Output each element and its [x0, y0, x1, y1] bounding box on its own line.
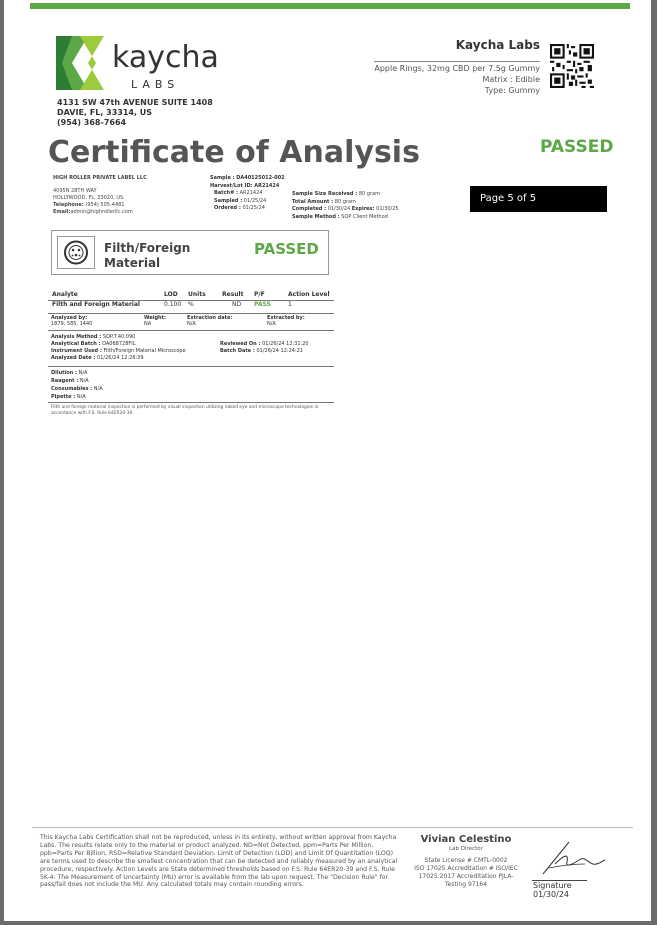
analysis-divider: [48, 330, 334, 331]
reviewed-value: 01/26/24 12:31:20: [262, 341, 309, 347]
sample-info: [210, 175, 285, 213]
analyzed-by-value: 1879, 585, 1440: [51, 321, 93, 327]
analyzed-date-value: 01/26/24 12:26:39: [97, 355, 144, 361]
kaycha-logo-mark-icon: [54, 34, 110, 92]
col-units: Units: [188, 291, 206, 298]
batch-id: AR21424: [239, 190, 263, 196]
top-accent-bar: [30, 3, 630, 9]
overall-status-badge: PASSED: [540, 137, 614, 157]
reagent-divider: [48, 366, 334, 367]
product-name: Apple Rings, 32mg CBD per 7.5g Gummy: [374, 61, 540, 74]
reviewed-label: Reviewed On :: [220, 341, 261, 347]
harvest-label: Harvest/Lot ID:: [210, 182, 253, 189]
test-status-badge: PASSED: [254, 240, 319, 258]
test-header-box: [51, 230, 329, 275]
footer-divider: [32, 827, 633, 828]
pipette-value: N/A: [76, 394, 86, 400]
accreditation-line-3: Testing 97164: [444, 881, 488, 888]
weight-label: Weight:: [144, 315, 166, 321]
completed-date: 01/30/24: [327, 206, 351, 212]
method-value: SOP.T.40.090: [102, 334, 136, 340]
pipette-label: Pipette :: [51, 394, 76, 400]
method-label: Sample Method :: [292, 213, 340, 220]
expires-label: Expires:: [351, 206, 375, 212]
sample-id: DA40125012-002: [236, 175, 285, 181]
size-label: Sample Size Received :: [292, 191, 358, 197]
col-pf: P/F: [254, 291, 265, 298]
signature-label: Signature: [533, 881, 572, 890]
product-type: Type: Gummy: [484, 86, 540, 95]
client-info: [53, 175, 147, 216]
client-street: 4095N 28TH WAY: [53, 188, 97, 194]
review-details: [220, 341, 309, 355]
col-analyte: Analyte: [52, 291, 78, 298]
lab-address: [57, 98, 213, 128]
note-divider: [48, 402, 334, 403]
instrument-label: Instrument Used :: [51, 348, 102, 354]
table-header-divider: [48, 300, 334, 301]
client-name: HIGH ROLLER PRIVATE LABEL LLC: [53, 175, 147, 181]
dilution-value: N/A: [78, 370, 88, 376]
kaycha-logo: [54, 34, 219, 94]
method-label: Analysis Method :: [51, 334, 102, 340]
disclaimer-text: This Kaycha Labs Certification shall not be reproduced, unless in its entirety, without written approval from Kaycha Labs. The results relate only to the material or product analyzed. ND=Not Detected, ppm=Parts Per Million, ppb=Parts Per Billion, RSD=Relative Standard Deviation. Limit of Detection (LOD) and Limit Of Quantitation (LOQ) are terms used to describe the smallest concentration that can be detected and reliably measured by an analytical procedure, respectively. Action Levels are State determined thresholds based on F.S. Rule 64ER20-39 and F.S. Rule 5K-4. The Measurement of Uncertainty (MU) error is available from the lab upon request. The "Decision Rule" for pass/fail does not include the MU. Any calculated totals may contain rounding errors.: [40, 834, 398, 889]
address-line-3: (954) 368-7664: [57, 118, 127, 127]
cell-pf: PASS: [254, 301, 271, 308]
lab-director-block: [406, 834, 526, 889]
qr-code-icon[interactable]: [550, 44, 594, 88]
extracted-by-value: N/A: [267, 321, 276, 327]
completed-label: Completed :: [292, 206, 327, 212]
client-email[interactable]: admin@highrollerllc.com: [70, 209, 133, 215]
cell-lod: 0.100: [164, 301, 182, 308]
weight-value: NA: [144, 321, 152, 327]
test-name-line-2: Material: [104, 256, 161, 270]
test-icon-frame: [57, 236, 95, 269]
consumables-label: Consumables :: [51, 386, 93, 392]
test-name: [104, 241, 190, 271]
cell-units: %: [188, 301, 194, 308]
reagent-value: N/A: [79, 378, 89, 384]
table-row-divider: [48, 313, 334, 314]
extraction-date-block: [187, 315, 232, 327]
method-note: Filth and foreign material inspection is performed by visual inspection utilizing naked eye and microscope technologies in accordance with F.S. Rule 64ER20-39.: [51, 405, 319, 416]
weight-block: [144, 315, 166, 327]
sampled-date: 01/25/24: [243, 197, 267, 204]
address-line-2: DAVIE, FL, 33314, US: [57, 108, 153, 117]
sample-details: [292, 191, 399, 221]
dilution-label: Dilution :: [51, 370, 77, 376]
reagent-label: Reagent :: [51, 378, 79, 384]
director-title: Lab Director: [449, 846, 483, 852]
extracted-by-label: Extracted by:: [267, 315, 305, 321]
sampled-label: Sampled :: [214, 197, 243, 204]
handwritten-signature: [529, 834, 619, 882]
product-info: [374, 61, 540, 96]
logo-wordmark: kaycha: [112, 40, 219, 75]
extraction-date-value: N/A: [187, 321, 196, 327]
product-matrix: Matrix : Edible: [482, 75, 540, 84]
client-city: HOLLYWOOD, FL, 33020, US: [53, 195, 124, 201]
batch-label: Batch# :: [214, 190, 239, 196]
cell-action-level: 1: [288, 301, 292, 308]
reagent-details: [51, 369, 103, 401]
director-name: Vivian Celestino: [420, 834, 512, 845]
total-label: Total Amount :: [292, 198, 334, 205]
size-value: 80 gram: [358, 191, 380, 197]
batch-date-value: 01/26/24 12:24:21: [256, 348, 303, 354]
ordered-date: 01/25/24: [242, 205, 265, 211]
sample-label: Sample :: [210, 175, 235, 181]
ordered-label: Ordered :: [214, 205, 241, 211]
state-license: State License # CMTL-0002: [424, 857, 508, 864]
signature-block: [533, 881, 572, 899]
harvest-id: AR21424: [254, 182, 280, 189]
batch-date-label: Batch Date :: [220, 348, 255, 354]
expires-date: 01/30/25: [376, 206, 399, 212]
accreditation-line-1: ISO 17025 Accreditation # ISO/IEC: [414, 865, 518, 872]
address-line-1: 4131 SW 47th AVENUE SUITE 1408: [57, 98, 213, 107]
logo-subtitle: LABS: [131, 78, 180, 91]
analyzed-by-block: [51, 315, 92, 327]
certificate-page: [4, 0, 651, 921]
analytical-batch-label: Analytical Batch :: [51, 341, 101, 347]
director-credentials: [406, 857, 526, 889]
instrument-value: Filth/Foreign Material Microscope: [103, 348, 186, 354]
extracted-by-block: [267, 315, 305, 327]
lab-name: Kaycha Labs: [455, 38, 540, 52]
client-telephone-label: Telephone:: [53, 202, 84, 208]
col-action-level: Action Level: [288, 291, 330, 298]
total-value: 80 gram: [334, 198, 356, 205]
consumables-value: N/A: [93, 386, 103, 392]
client-email-label: Email:: [53, 209, 71, 215]
col-lod: LOD: [164, 291, 178, 298]
method-value: SOP Client Method: [341, 213, 388, 220]
extraction-date-label: Extraction date:: [187, 315, 233, 321]
cell-result: ND: [232, 301, 242, 308]
analysis-details: [51, 334, 186, 362]
microscope-icon: [58, 237, 94, 268]
page-indicator: Page 5 of 5: [470, 186, 607, 212]
cell-analyte: Filth and Foreign Material: [52, 301, 140, 308]
col-result: Result: [222, 291, 244, 298]
client-telephone: (954) 505-4481: [85, 202, 125, 208]
accreditation-line-2: 17025:2017 Accreditation PJLA-: [418, 873, 514, 880]
page-title: Certificate of Analysis: [48, 135, 420, 170]
signature-date: 01/30/24: [533, 890, 569, 899]
analyzed-date-label: Analyzed Date :: [51, 355, 96, 361]
test-name-line-1: Filth/Foreign: [104, 241, 191, 255]
analyzed-by-label: Analyzed by:: [51, 315, 88, 321]
analytical-batch-value: DA068728FIL: [102, 341, 136, 347]
